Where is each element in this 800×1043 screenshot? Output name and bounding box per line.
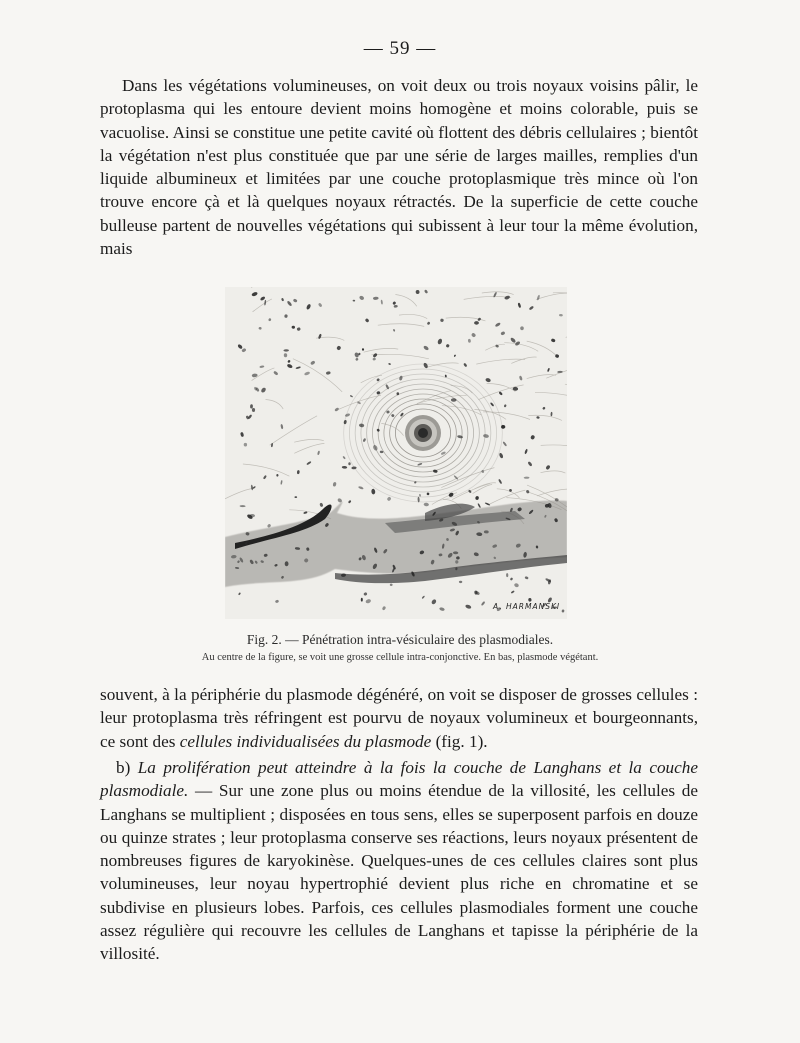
cell-nucleus [294, 496, 297, 498]
paragraph-proliferation [100, 756, 698, 966]
paragraph-proliferation-text: — Sur une zone plus ou moins étendue de la villosité, les cellules de Langhans se multiplient ; disposées en tous sens, elles se superposent parfois en douze ou quinze strates ; leur protoplasma conserve ses réactions, leurs noyaux présentent de nombreuses figures de karyokinèse. Quelques-unes de ces cellules claires sont plus volumineuses, leur noyau hypertrophié devient plus riche en chromatine et se subdivise en plusieurs lobes. Parfois, ces cellules plasmodiales forment une couche assez régulière qui recouvre les cellules de Langhans et tapisse la périphérie de la villosité. [100, 781, 698, 964]
cell-nucleus [451, 398, 457, 401]
paragraph-plasmode-emphasis: cellules individualisées du plasmode [179, 731, 432, 751]
figure-caption: Fig. 2. — Pénétration intra-vésiculaire des plasmodiales. [246, 632, 554, 647]
histology-illustration [225, 287, 567, 619]
intra-conjunctive-cell [405, 415, 441, 451]
paragraph-proliferation-heading: La prolifération peut atteindre à la fois la couche de Langhans et la couche plasmodiale. [100, 758, 698, 801]
figure-signature: A. HARMANSKI [493, 602, 561, 611]
page-number: — 59 — [363, 38, 437, 59]
figure-caption-detail: Au centre de la figure, se voit une grosse cellule intra-conjonctive. En bas, plasmode végétant. [201, 652, 599, 663]
paragraph-plasmode-ref: (fig. 1). [431, 731, 488, 751]
paragraph-proliferation-marker: b) [116, 758, 138, 777]
paragraph-plasmode-text: souvent, à la périphérie du plasmode dégénéré, on voit se disposer de grosses cellules : leur protoplasma très réfringent est pourvu de noyaux volumineux et bourgeonnants, ce sont des [100, 685, 698, 751]
paragraph-plasmode [100, 683, 698, 753]
histology-figure [225, 287, 567, 619]
cell-nucleus [397, 392, 400, 395]
cell-nucleus [348, 462, 350, 465]
paragraph-vegetations: Dans les végétations volumineuses, on voit deux ou trois noyaux voisins pâlir, le protoplasma qui les entoure devient moins homogène et moins colorable, puis se vacuolise. Ainsi se constitue une petite cavité où flottent des débris cellulaires ; bientôt la végétation n'est plus constituée que par une série de larges mailles, remplies d'un liquide albumineux et limitées par une couche protoplasmique très mince où l'on trouve encore çà et là quelques noyaux rétractés. De la superficie de cette couche bulleuse partent de nouvelles végétations qui subissent à leur tour la même évolution, mais [100, 76, 698, 259]
cell-nucleus [361, 598, 363, 602]
cell-nucleus [474, 321, 479, 325]
cell-nucleus [520, 326, 524, 330]
